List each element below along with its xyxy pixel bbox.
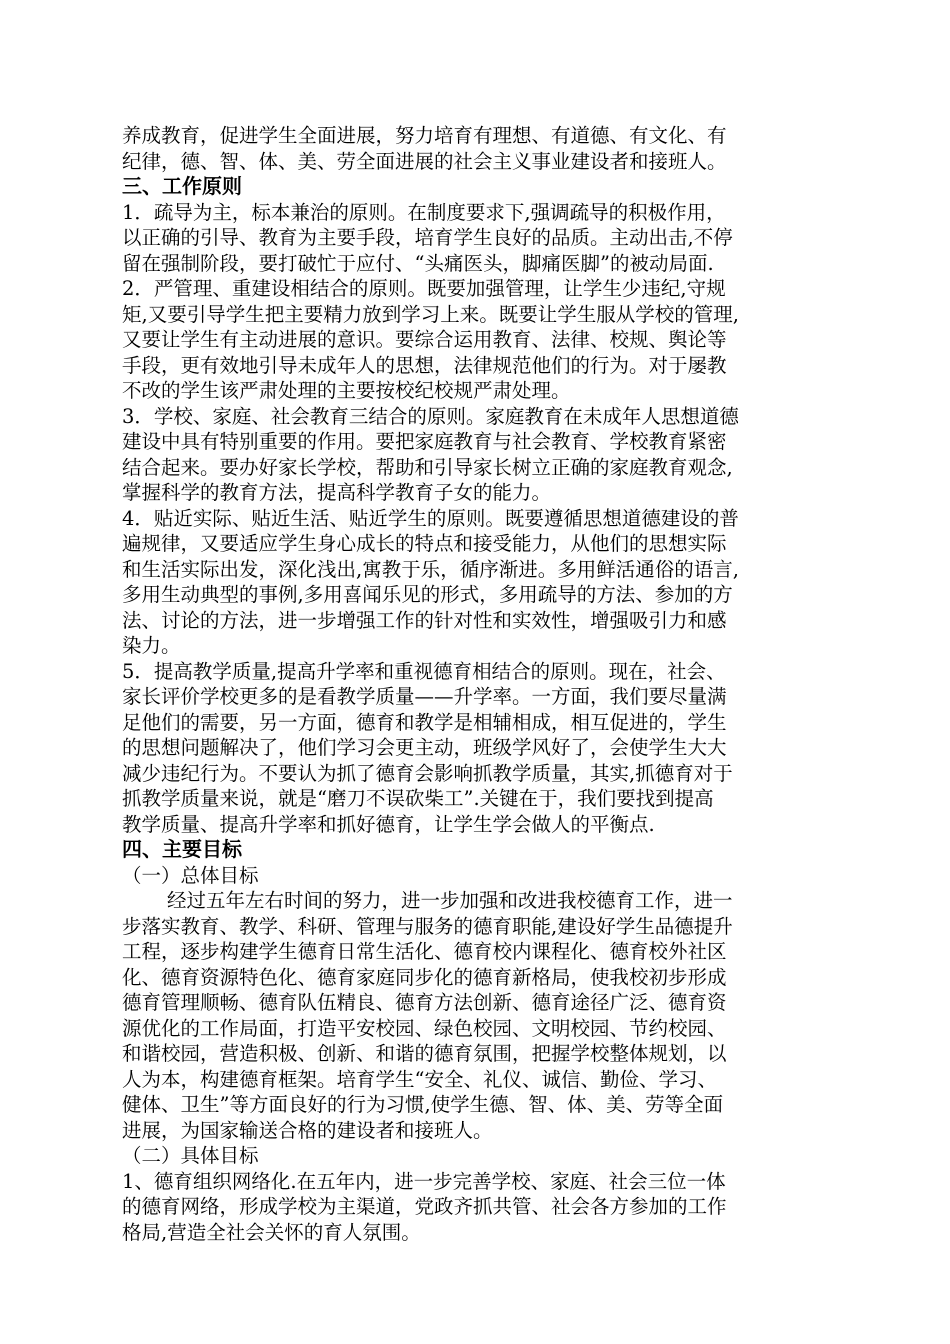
text-line: 步落实教育、教学、科研、管理与服务的德育职能,建设好学生品德提升 [122,914,733,938]
text-line: 源优化的工作局面，打造平安校园、绿色校园、文明校园、节约校园、 [122,1016,727,1040]
subsection-heading: （一）总体目标 [122,863,259,887]
text-line: 工程，逐步构建学生德育日常生活化、德育校内课程化、德育校外社区 [122,940,727,963]
text-line: 结合起来。要办好家长学校，帮助和引导家长树立正确的家庭教育观念, [122,455,733,479]
text-line: 手段，更有效地引导未成年人的思想，法律规范他们的行为。对于屡教 [122,353,727,377]
text-line: 遍规律，又要适应学生身心成长的特点和接受能力，从他们的思想实际 [122,532,727,555]
text-line: 人为本，构建德育框架。培育学生“安全、礼仪、诚信、勤俭、学习、 [122,1067,717,1091]
text-line: 足他们的需要，另一方面，德育和教学是相辅相成，相互促进的，学生 [122,710,727,734]
text-line: 2．严管理、重建设相结合的原则。既要加强管理，让学生少违纪,守规 [122,277,726,300]
text-line: 4．贴近实际、贴近生活、贴近学生的原则。既要遵循思想道德建设的普 [122,506,739,530]
text-line: 抓教学质量来说，就是“磨刀不误砍柴工”.关键在于，我们要找到提高 [122,787,714,810]
text-line: 掌握科学的教育方法，提高科学教育子女的能力。 [122,481,552,504]
document-body [122,123,832,1245]
text-line: 化、德育资源特色化、德育家庭同步化的德育新格局，使我校初步形成 [122,965,727,989]
text-line: 和谐校园，营造积极、创新、和谐的德育氛围，把握学校整体规划，以 [122,1042,727,1065]
text-line: 多用生动典型的事例,多用喜闻乐见的形式，多用疏导的方法、参加的方 [122,583,733,606]
text-line: 德育管理顺畅、德育队伍精良、德育方法创新、德育途径广泛、德育资 [122,991,727,1014]
text-line: 染力。 [122,634,181,657]
text-line: 1、德育组织网络化.在五年内，进一步完善学校、家庭、社会三位一体 [122,1169,726,1193]
text-line: 养成教育，促进学生全面进展，努力培育有理想、有道德、有文化、有 [122,124,727,147]
text-line: 健体、卫生”等方面良好的行为习惯,使学生德、智、体、美、劳等全面 [122,1093,724,1116]
text-line: 经过五年左右时间的努力，进一步加强和改进我校德育工作，进一 [167,889,733,912]
text-line: 减少违纪行为。不要认为抓了德育会影响抓教学质量，其实,抓德育对于 [122,761,733,785]
text-line: 纪律，德、智、体、美、劳全面进展的社会主义事业建设者和接班人。 [122,149,727,173]
section-heading: 四、主要目标 [122,837,242,861]
text-line: 以正确的引导、教育为主要手段，培育学生良好的品质。主动出击,不停 [122,226,733,249]
text-line: 家长评价学校更多的是看教学质量——升学率。一方面，我们要尽量满 [122,685,727,708]
text-line: 不改的学生该严肃处理的主要按校纪校规严肃处理。 [122,379,571,402]
subsection-heading: （二）具体目标 [122,1144,259,1167]
text-line: 法、讨论的方法，进一步增强工作的针对性和实效性，增强吸引力和感 [122,608,727,632]
text-line: 3．学校、家庭、社会教育三结合的原则。家庭教育在未成年人思想道德 [122,404,739,428]
text-line: 和生活实际出发，深化浅出,寓教于乐，循序渐进。多用鲜活通俗的语言, [122,557,739,581]
text-line: 格局,营造全社会关怀的育人氛围。 [122,1220,421,1244]
text-line: 的思想问题解决了，他们学习会更主动，班级学风好了，会使学生大大 [122,736,727,759]
text-line: 教学质量、提高升学率和抓好德育，让学生学会做人的平衡点. [122,812,655,836]
text-line: 矩,又要引导学生把主要精力放到学习上来。既要让学生服从学校的管理, [122,302,739,326]
text-line: 建设中具有特别重要的作用。要把家庭教育与社会教育、学校教育紧密 [122,430,727,453]
text-line: 的德育网络，形成学校为主渠道，党政齐抓共管、社会各方参加的工作 [122,1195,727,1218]
text-line: 1．疏导为主，标本兼治的原则。在制度要求下,强调疏导的积极作用， [122,200,726,224]
text-line: 留在强制阶段，要打破忙于应付、“头痛医头，脚痛医脚”的被动局面. [122,251,714,275]
text-line: 又要让学生有主动进展的意识。要综合运用教育、法律、校规、舆论等 [122,328,727,351]
text-line: 进展，为国家输送合格的建设者和接班人。 [122,1118,493,1142]
text-line: 5．提高教学质量,提高升学率和重视德育相结合的原则。现在，社会、 [122,659,726,683]
section-heading: 三、工作原则 [122,174,242,198]
